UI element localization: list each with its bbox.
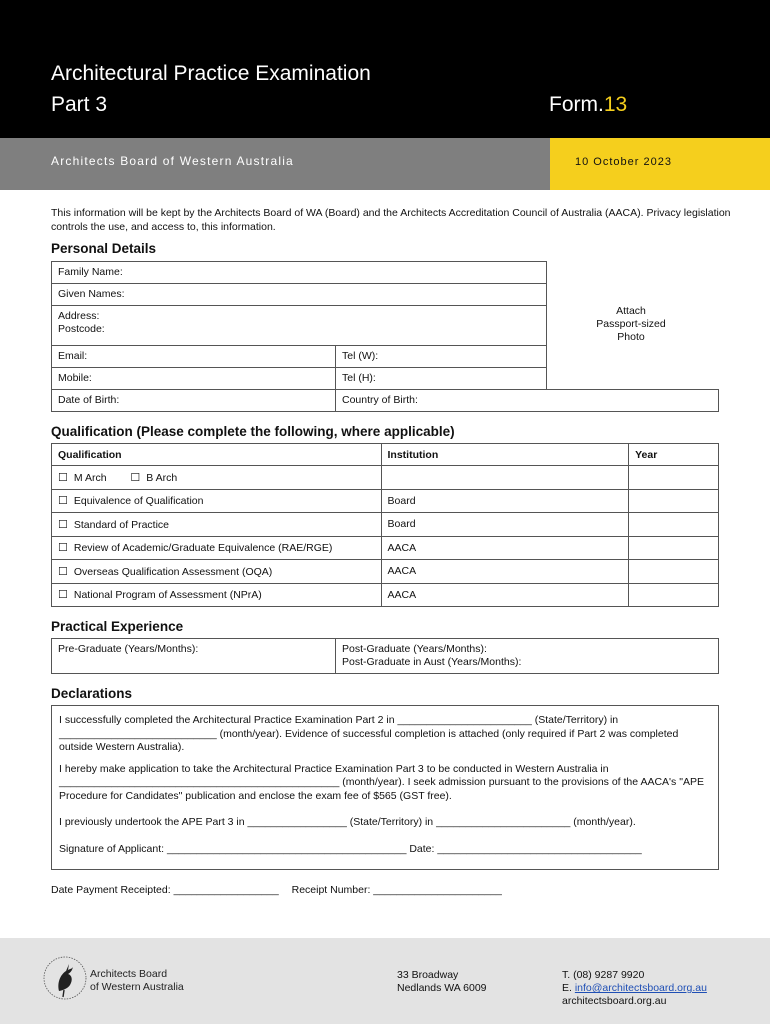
mobile-label: Mobile: [58,372,92,384]
standard-checkbox[interactable]: ☐ [58,518,68,531]
m-arch-label: M Arch [73,471,107,484]
date-band [550,138,770,190]
npra-checkbox[interactable]: ☐ [58,589,68,602]
dob-field[interactable] [51,389,336,412]
footer-contact [562,969,707,1008]
table-row [52,560,719,584]
logo-line-1: Architects Board [90,968,168,980]
declaration-part2: I successfully completed the Architectural Practice Examination Part 2 in _______________________ (State/Territory) in ___________________________ (month/year). Evidence of successful completion is attached (only required if Part 2 was completed outside Western Australia). [59,714,679,753]
privacy-notice: This information will be kept by the Architects Board of WA (Board) and the Architects Accreditation Council of Australia (AACA). Privacy legislation controls the use, and access to, this information. [51,207,731,233]
address-label: Address: [58,310,100,322]
email-prefix: E. [562,982,575,994]
form-part: Part 3 [51,93,108,116]
personal-details-heading: Personal Details [51,241,157,256]
form-number: 13 [603,93,628,116]
form-label: Form. [549,93,604,116]
experience-heading: Practical Experience [51,619,184,634]
office-use-receipt [51,884,512,896]
row-label: Standard of Practice [73,518,170,531]
table-row [52,466,719,490]
address-line-2: Nedlands WA 6009 [397,982,487,994]
organisation-name: Architects Board of Western Australia [51,154,294,168]
declaration-previous-attempt: I previously undertook the APE Part 3 in _________________ (State/Territory) in _______________________ (month/year). [59,816,636,828]
address-field[interactable] [51,305,547,346]
b-arch-checkbox[interactable]: ☐ [130,471,141,484]
family-name-label: Family Name: [58,266,123,278]
degree-cell [52,466,382,490]
pre-graduate-label: Pre-Graduate (Years/Months): [58,643,199,655]
row-label: Equivalence of Qualification [73,495,204,508]
table-row [52,583,719,607]
photo-line-1: Attach [616,305,646,317]
country-of-birth-label: Country of Birth: [342,394,418,406]
post-graduate-field[interactable] [335,638,719,674]
tel-w-field[interactable] [335,345,547,368]
declaration-application: I hereby make application to take the Architectural Practice Examination Part 3 to be conducted in Western Australia in ________________________________________________ (month/year). I seek admission pursuant to the provisions of the AACA's "APE Procedure for Candidates" publication and enclose the exam fee of $565 (GST free). [59,762,704,802]
given-names-field[interactable] [51,283,547,306]
post-graduate-aust-label: Post-Graduate in Aust (Years/Months): [342,656,522,668]
post-graduate-label: Post-Graduate (Years/Months): [342,643,487,655]
table-row [52,536,719,560]
qualification-table [51,443,719,607]
row-label: Review of Academic/Graduate Equivalence (RAE/RGE) [73,542,333,555]
form-title: Architectural Practice Examination [51,62,371,85]
board-logo-icon [42,955,88,1001]
table-row [52,513,719,537]
b-arch-label: B Arch [146,471,178,484]
oqa-checkbox[interactable]: ☐ [58,565,68,578]
year-input[interactable] [629,583,719,607]
email-line [562,982,707,995]
institution-cell: Board [381,489,629,513]
website-text: architectsboard.org.au [562,995,667,1007]
email-field[interactable] [51,345,336,368]
family-name-field[interactable] [51,261,547,284]
year-input[interactable] [629,489,719,513]
m-arch-checkbox[interactable]: ☐ [58,471,68,484]
receipt-number[interactable]: Receipt Number: ______________________ [291,884,502,896]
country-of-birth-field[interactable] [335,389,719,412]
form-date: 10 October 2023 [575,156,672,168]
review-checkbox[interactable]: ☐ [58,542,68,555]
row-label: Overseas Qualification Assessment (OQA) [73,565,273,578]
pre-graduate-field[interactable] [51,638,336,674]
given-names-label: Given Names: [58,288,125,300]
dob-label: Date of Birth: [58,394,120,406]
institution-cell: AACA [381,536,629,560]
tel-h-field[interactable] [335,367,547,390]
row-label: National Program of Assessment (NPrA) [73,589,262,602]
qualification-heading: Qualification (Please complete the following, where applicable) [51,424,455,439]
logo-text [90,968,184,994]
equivalence-checkbox[interactable]: ☐ [58,495,68,508]
logo-line-2: of Western Australia [90,981,184,993]
phone-number: T. (08) 9287 9920 [562,969,645,981]
year-input[interactable] [629,466,719,490]
institution-cell: AACA [381,583,629,607]
tel-w-label: Tel (W): [342,350,379,362]
photo-placeholder [575,305,687,344]
col-year-header: Year [629,444,719,466]
tel-h-label: Tel (H): [342,372,376,384]
photo-line-3: Photo [617,331,645,343]
page-footer [0,938,770,1024]
year-input[interactable] [629,560,719,584]
institution-input[interactable] [381,466,629,490]
address-line-1: 33 Broadway [397,969,459,981]
institution-cell: AACA [381,560,629,584]
form-id [549,93,627,117]
email-link[interactable]: info@architectsboard.org.au [574,982,707,994]
year-input[interactable] [629,536,719,560]
postcode-label: Postcode: [58,323,105,335]
photo-line-2: Passport-sized [596,318,666,330]
mobile-field[interactable] [51,367,336,390]
declarations-box [51,705,719,870]
col-institution-header: Institution [381,444,629,466]
table-row [52,489,719,513]
page-header [0,0,770,138]
email-label: Email: [58,350,88,362]
organisation-band [0,138,550,190]
signature-line[interactable]: Signature of Applicant: _________________________________________ Date: ___________________________________ [59,842,642,855]
footer-address [397,969,487,995]
col-qualification-header: Qualification [52,444,382,466]
date-payment-receipted[interactable]: Date Payment Receipted: __________________ [51,884,279,896]
declarations-heading: Declarations [51,686,133,701]
year-input[interactable] [629,513,719,537]
qualification-header-row [52,444,719,466]
institution-cell: Board [381,513,629,537]
